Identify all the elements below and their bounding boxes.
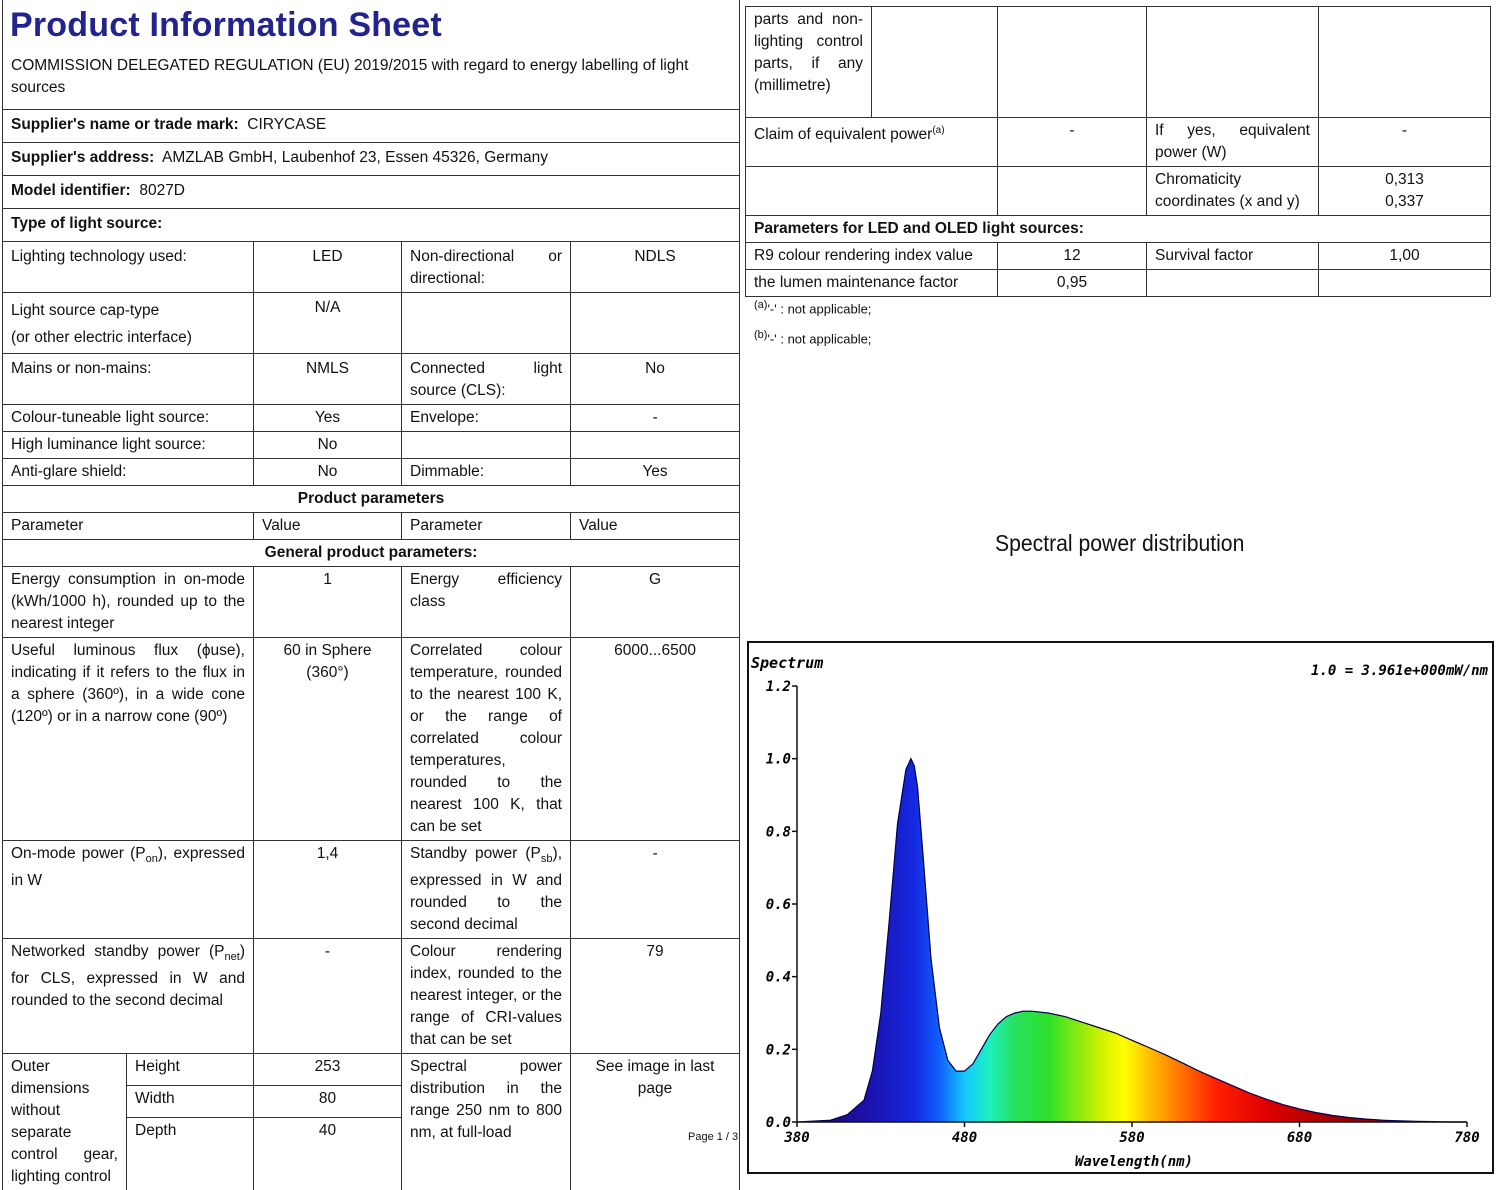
type-param xyxy=(3,292,254,353)
supplier-name-row xyxy=(3,109,740,142)
regulation-text: COMMISSION DELEGATED REGULATION (EU) 2019/2015 with regard to energy labelling of light sources xyxy=(3,53,740,109)
standby-power-value: - xyxy=(571,840,740,938)
standby-power-label: Standby power $(P_{sb})$, expressed in W and rounded to the second decimal xyxy=(402,840,571,938)
supplier-address-value: AMZLAB GmbH, Laubenhof 23, Essen 45326, Germany xyxy=(162,148,548,166)
chart-annotation: 1.0 = 3.961e+000mW/nm xyxy=(1310,663,1488,679)
dimension-value: 253 xyxy=(254,1053,402,1085)
y-tick-label: 1.0 xyxy=(765,751,791,768)
col-header-value: Value xyxy=(254,512,402,539)
type-param: High luminance light source: xyxy=(3,431,254,458)
dimension-name: Width xyxy=(127,1085,254,1117)
footnote: $^{(a)}$'-' : not applicable; xyxy=(754,299,872,317)
r9-value: 12 xyxy=(998,243,1147,270)
equivalent-power-w-label: If yes, equivalent power (W) xyxy=(1147,118,1319,167)
spd-param-value: See image in last page xyxy=(571,1053,740,1190)
chromaticity-y: 0,337 xyxy=(1385,193,1424,210)
page-number: Page 1 / 3 xyxy=(688,1131,739,1143)
y-tick-label: 0.8 xyxy=(765,824,791,841)
networked-standby-label: Networked standby power $(P_{net})$ for CLS, expressed in W and rounded to the second decimal xyxy=(3,938,254,1053)
equivalent-power-w-value: - xyxy=(1319,118,1491,167)
type-heading: Type of light source: xyxy=(3,208,740,241)
lumen-maintenance-label: the lumen maintenance factor xyxy=(746,270,998,297)
dimension-value: 40 xyxy=(254,1118,402,1190)
x-tick-label: 580 xyxy=(1119,1130,1145,1146)
product-params-heading: Product parameters xyxy=(3,485,740,512)
y-tick-label: 0.0 xyxy=(765,1115,791,1131)
type-param: Mains or non-mains: xyxy=(3,353,254,404)
type-param: Non-directional or directional: xyxy=(402,241,571,292)
dimension-continued-label: parts and non-lighting control parts, if any (millimetre) xyxy=(746,7,872,118)
type-value: N/A xyxy=(254,292,402,353)
dimension-name: Height xyxy=(127,1053,254,1085)
energy-class-label: Energy efficiency class xyxy=(402,566,571,637)
footnote: $^{(b)}$'-' : not applicable; xyxy=(754,329,872,347)
empty-cell xyxy=(1319,270,1491,297)
chromaticity-label: Chromaticity coordinates (x and y) xyxy=(1147,167,1319,216)
dimension-value: 80 xyxy=(254,1085,402,1117)
type-param: Lighting technology used: xyxy=(3,241,254,292)
cri-value: 79 xyxy=(571,938,740,1053)
luminous-flux-label: Useful luminous flux (ϕuse), indicating if it refers to the flux in a sphere (360º), in a wide cone (120º) or in a narrow cone (90º) xyxy=(3,637,254,840)
general-params-heading: General product parameters: xyxy=(3,539,740,566)
supplier-name-value: CIRYCASE xyxy=(247,115,327,133)
led-params-heading: Parameters for LED and OLED light sources: xyxy=(746,216,1491,243)
equivalent-power-label: Claim of equivalent power$^{(a)}$ xyxy=(746,118,998,167)
model-value: 8027D xyxy=(139,181,186,199)
cct-label: Correlated colour temperature, rounded to the nearest 100 K, or the range of correlated colour temperatures, rounded to the nearest 100 K, that can be set xyxy=(402,637,571,840)
spd-caption: Spectral power distribution xyxy=(995,530,1245,556)
x-tick-label: 680 xyxy=(1286,1130,1313,1146)
x-axis-label: Wavelength(nm) xyxy=(1074,1154,1194,1170)
lumen-maintenance-value: 0,95 xyxy=(998,270,1147,297)
supplier-address-label: Supplier's address: xyxy=(11,148,155,166)
type-value: Yes xyxy=(254,404,402,431)
equivalent-power-value: - xyxy=(998,118,1147,167)
y-tick-label: 0.2 xyxy=(765,1042,791,1059)
empty-cell xyxy=(1147,270,1319,297)
cap-type-label: Light source cap-type xyxy=(11,301,160,319)
y-tick-label: 0.4 xyxy=(765,969,791,986)
x-tick-label: 780 xyxy=(1454,1130,1480,1146)
type-param xyxy=(402,292,571,353)
on-mode-power-label: On-mode power $(P_{on})$, expressed in W xyxy=(3,840,254,938)
empty-cell xyxy=(998,167,1147,216)
empty-cell xyxy=(746,167,998,216)
energy-class-value: G xyxy=(571,566,740,637)
networked-standby-value: - xyxy=(254,938,402,1053)
col-header-parameter: Parameter xyxy=(3,512,254,539)
supplier-name-label: Supplier's name or trade mark: xyxy=(11,115,239,133)
type-value: LED xyxy=(254,241,402,292)
spectrum-chart xyxy=(747,641,1494,1174)
chart-title: Spectrum xyxy=(751,654,824,672)
type-value xyxy=(571,292,740,353)
dimensions-label: Outer dimensions without separate control gear, lighting control xyxy=(3,1053,127,1190)
type-param: Colour-tuneable light source: xyxy=(3,404,254,431)
on-mode-power-value: 1,4 xyxy=(254,840,402,938)
footnotes xyxy=(754,292,871,353)
type-param: Connected light source (CLS): xyxy=(402,353,571,404)
chromaticity-values xyxy=(1319,167,1491,216)
chromaticity-x: 0,313 xyxy=(1385,171,1424,188)
product-info-table xyxy=(2,0,740,1190)
type-param: Anti-glare shield: xyxy=(3,458,254,485)
spectrum-chart-svg xyxy=(749,643,1492,1172)
empty-cell xyxy=(872,7,998,118)
supplier-address-row xyxy=(3,142,740,175)
right-params-table xyxy=(745,6,1491,297)
empty-cell xyxy=(1319,7,1491,118)
col-header-parameter: Parameter xyxy=(402,512,571,539)
energy-consumption-label: Energy consumption in on-mode (kWh/1000 h), rounded up to the nearest integer xyxy=(3,566,254,637)
page-title: Product Information Sheet xyxy=(10,6,442,44)
type-value: Yes xyxy=(571,458,740,485)
spectrum-area xyxy=(797,686,1467,1122)
y-tick-label: 0.6 xyxy=(765,897,791,913)
cap-type-sublabel: (or other electric interface) xyxy=(11,328,192,346)
model-label: Model identifier: xyxy=(11,181,131,199)
luminous-flux-value: 60 in Sphere (360°) xyxy=(254,637,402,840)
cri-label: Colour rendering index, rounded to the nearest integer, or the range of CRI-values that can be set xyxy=(402,938,571,1053)
type-param: Dimmable: xyxy=(402,458,571,485)
type-value: NDLS xyxy=(571,241,740,292)
cct-value: 6000...6500 xyxy=(571,637,740,840)
energy-consumption-value: 1 xyxy=(254,566,402,637)
empty-cell xyxy=(998,7,1147,118)
spd-param-label: Spectral power distribution in the range 250 nm to 800 nm, at full-load xyxy=(402,1053,571,1190)
type-value: - xyxy=(571,404,740,431)
type-value: NMLS xyxy=(254,353,402,404)
type-value: No xyxy=(571,353,740,404)
r9-label: R9 colour rendering index value xyxy=(746,243,998,270)
type-param: Envelope: xyxy=(402,404,571,431)
model-row xyxy=(3,175,740,208)
dimension-name: Depth xyxy=(127,1118,254,1190)
type-param xyxy=(402,431,571,458)
x-tick-label: 480 xyxy=(951,1130,978,1146)
col-header-value: Value xyxy=(571,512,740,539)
survival-factor-label: Survival factor xyxy=(1147,243,1319,270)
y-tick-label: 1.2 xyxy=(765,679,791,695)
x-tick-label: 380 xyxy=(784,1130,810,1146)
empty-cell xyxy=(1147,7,1319,118)
type-value: No xyxy=(254,458,402,485)
type-value: No xyxy=(254,431,402,458)
type-value xyxy=(571,431,740,458)
survival-factor-value: 1,00 xyxy=(1319,243,1491,270)
